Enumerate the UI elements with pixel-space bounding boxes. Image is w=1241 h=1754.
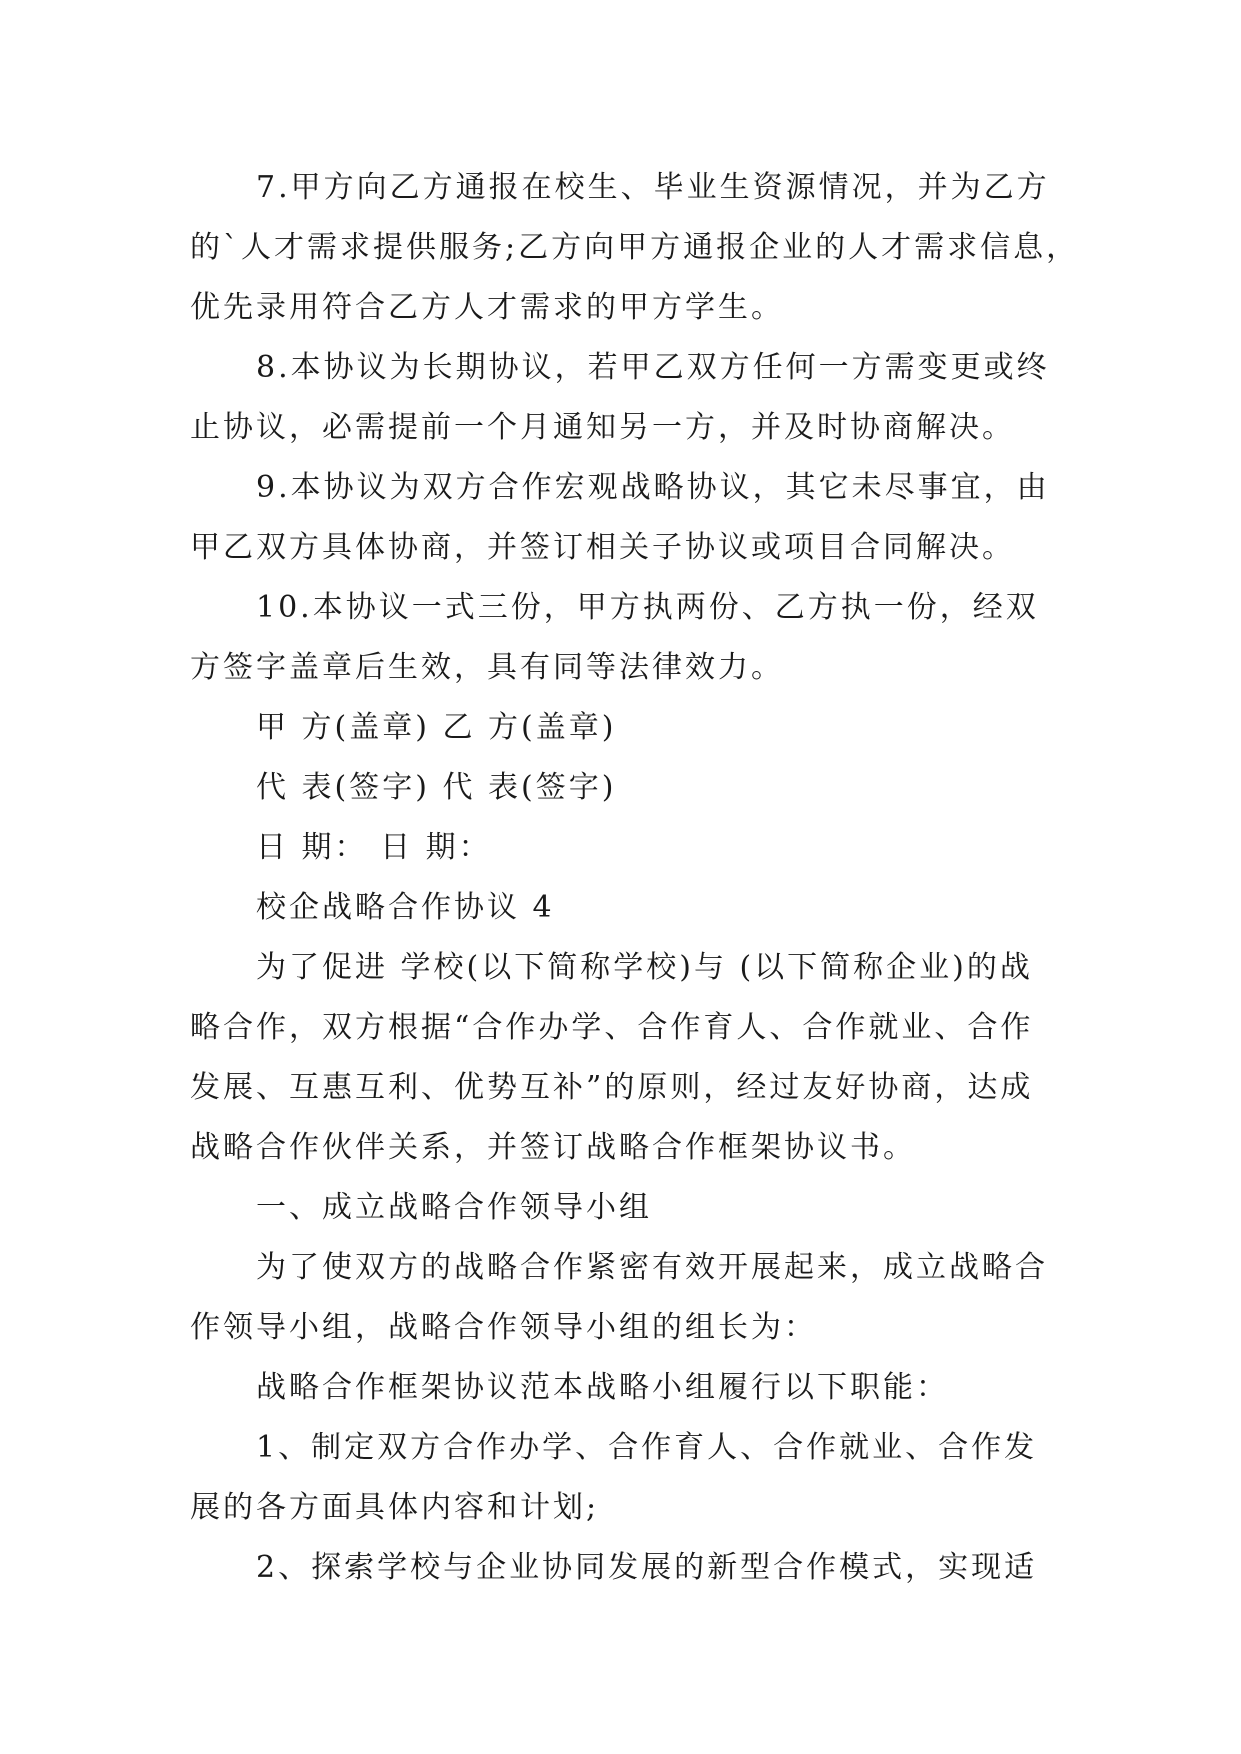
paragraph-line: 发展、互惠互利、优势互补”的原则，经过友好协商，达成 bbox=[190, 1070, 1034, 1105]
signature-line-seal: 甲 方(盖章) 乙 方(盖章) bbox=[256, 710, 617, 745]
paragraph-line: 8.本协议为长期协议，若甲乙双方任何一方需变更或终 bbox=[256, 350, 1050, 385]
paragraph-line: 为了使双方的战略合作紧密有效开展起来，成立战略合 bbox=[256, 1250, 1048, 1285]
paragraph-line: 2、探索学校与企业协同发展的新型合作模式，实现适 bbox=[256, 1550, 1038, 1585]
paragraph-line: 10.本协议一式三份，甲方执两份、乙方执一份，经双 bbox=[256, 590, 1039, 625]
paragraph-line: 1、制定双方合作办学、合作育人、合作就业、合作发 bbox=[256, 1430, 1038, 1465]
paragraph-line: 战略合作伙伴关系，并签订战略合作框架协议书。 bbox=[190, 1130, 916, 1165]
document-body bbox=[190, 158, 1080, 1598]
section-title: 校企战略合作协议 4 bbox=[256, 890, 555, 925]
paragraph-line: 优先录用符合乙方人才需求的甲方学生。 bbox=[190, 290, 784, 325]
signature-line-representative: 代 表(签字) 代 表(签字) bbox=[256, 770, 617, 805]
paragraph-line: 的`人才需求提供服务;乙方向甲方通报企业的人才需求信息， bbox=[190, 230, 1080, 265]
paragraph-line: 作领导小组，战略合作领导小组的组长为： bbox=[190, 1310, 817, 1345]
paragraph-line: 7.甲方向乙方通报在校生、毕业生资源情况，并为乙方 bbox=[256, 170, 1050, 205]
paragraph-line: 展的各方面具体内容和计划; bbox=[190, 1490, 600, 1525]
paragraph-line: 9.本协议为双方合作宏观战略协议，其它未尽事宜，由 bbox=[256, 470, 1050, 505]
paragraph-line: 甲乙双方具体协商，并签订相关子协议或项目合同解决。 bbox=[190, 530, 1015, 565]
paragraph-line: 战略合作框架协议范本战略小组履行以下职能： bbox=[256, 1370, 949, 1405]
paragraph-line: 方签字盖章后生效，具有同等法律效力。 bbox=[190, 650, 784, 685]
paragraph-line: 为了促进 学校(以下简称学校)与 (以下简称企业)的战 bbox=[256, 950, 1033, 985]
signature-line-date: 日 期： 日 期： bbox=[256, 830, 492, 865]
section-heading: 一、成立战略合作领导小组 bbox=[256, 1190, 652, 1225]
paragraph-line: 止协议，必需提前一个月通知另一方，并及时协商解决。 bbox=[190, 410, 1015, 445]
paragraph-line: 略合作，双方根据“合作办学、合作育人、合作就业、合作 bbox=[190, 1010, 1034, 1045]
